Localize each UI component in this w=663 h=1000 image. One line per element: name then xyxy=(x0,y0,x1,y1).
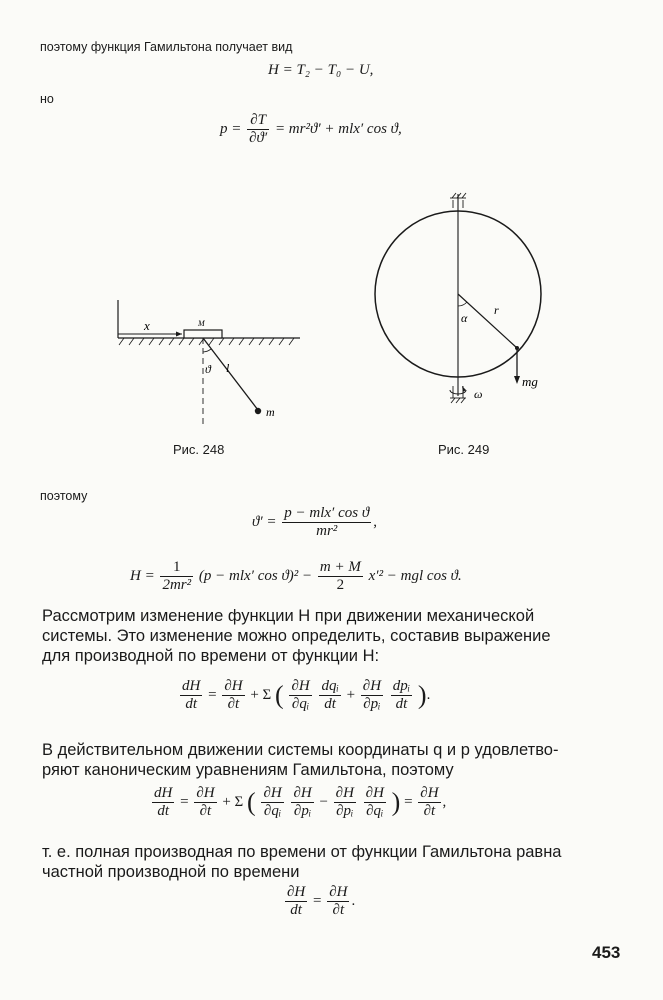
eq6-t xyxy=(194,785,216,820)
eq3-den: mr² xyxy=(316,523,338,539)
eq5-d-num: dpᵢ xyxy=(392,678,411,694)
paragraph-1-line-3: для производной по времени от функции H: xyxy=(42,647,380,665)
eq6-d xyxy=(364,785,386,820)
eq6-lhs-den: dt xyxy=(157,803,169,819)
figure-249 xyxy=(370,190,560,415)
paragraph-1 xyxy=(42,606,622,666)
eq2-fraction xyxy=(247,112,269,147)
equation-theta-dot xyxy=(252,505,377,540)
eq5-plus: + xyxy=(346,686,356,703)
eq6-r-num: ∂H xyxy=(420,785,439,801)
eq6-paren-open: ( xyxy=(247,787,256,817)
eq5-lhs-num: dH xyxy=(182,678,201,694)
fig248-hatching xyxy=(119,338,294,345)
eq6-b-num: ∂H xyxy=(293,785,312,801)
fig248-block xyxy=(184,330,222,338)
eq5-a-num: ∂H xyxy=(291,678,310,694)
eq3-num: p − mlx′ cos ϑ xyxy=(284,505,370,521)
eq7-lhs xyxy=(285,884,307,919)
eq6-r xyxy=(418,785,440,820)
paragraph-3-line-2: частной производной по времени xyxy=(42,863,300,881)
fig249-mg-arrowhead xyxy=(514,376,520,384)
paragraph-2-line-1: В действительном движении системы координаты q и p удовлетво- xyxy=(42,741,559,759)
eq5-b xyxy=(319,678,340,713)
equation-total-derivative xyxy=(178,678,430,713)
eq4-mid: (p − mlx′ cos ϑ)² − xyxy=(198,567,313,584)
paragraph-2-line-2: ряют каноническим уравнениям Гамильтона, поэтому xyxy=(42,761,454,779)
eq6-d-num: ∂H xyxy=(365,785,384,801)
fig249-label-alpha: α xyxy=(461,311,468,325)
figure-248-caption: Рис. 248 xyxy=(173,442,225,457)
eq6-a xyxy=(261,785,283,820)
eq5-paren-open: ( xyxy=(275,680,284,710)
eq4-f2-num: m + M xyxy=(319,559,361,575)
eq4-f1-num: 1 xyxy=(160,559,193,577)
fig248-bob xyxy=(255,408,261,414)
eq2-lhs: p = xyxy=(220,120,242,137)
eq2-rhs: = mr²ϑ′ + mlx′ cos ϑ, xyxy=(274,120,402,137)
fig248-label-l: l xyxy=(226,361,230,375)
eq6-lhs xyxy=(152,785,174,820)
paragraph-1-line-2: системы. Это изменение можно определить, составив выражение xyxy=(42,627,551,645)
eq3-tail: , xyxy=(373,513,377,530)
intro-text: поэтому функция Гамильтона получает вид xyxy=(40,40,293,54)
eq6-a-num: ∂H xyxy=(263,785,282,801)
eq4-fraction-2 xyxy=(318,559,363,594)
eq6-d-den: ∂qᵢ xyxy=(366,803,384,819)
eq7-r xyxy=(327,884,349,919)
fig249-label-omega: ω xyxy=(474,387,483,401)
fig249-bead xyxy=(515,346,519,350)
eq5-d xyxy=(391,678,412,713)
fig248-label-x: x xyxy=(144,318,150,333)
eq3-fraction xyxy=(282,505,371,540)
fig248-rod xyxy=(203,338,258,410)
equation-partial-equals-total xyxy=(283,884,355,919)
fig248-label-M: M xyxy=(198,319,205,328)
eq5-t-num: ∂H xyxy=(224,678,243,694)
eq5-c-den: ∂pᵢ xyxy=(363,696,381,712)
eq4-lhs: H = xyxy=(130,567,155,584)
fig248-label-theta: ϑ xyxy=(205,362,211,376)
paragraph-2 xyxy=(42,740,622,780)
eq6-paren-close: ) xyxy=(391,787,401,817)
paragraph-1-line-1: Рассмотрим изменение функции H при движении механической xyxy=(42,607,535,625)
eq5-a xyxy=(289,678,311,713)
fig249-label-r: r xyxy=(494,303,499,317)
eq4-f1-den: 2mr² xyxy=(162,577,192,593)
eq6-eq: = xyxy=(180,793,189,810)
eq6-t-den: ∂t xyxy=(199,803,212,819)
eq4-fraction-1 xyxy=(160,559,193,594)
eq4-tail: x′² − mgl cos ϑ. xyxy=(368,567,462,584)
eq5-paren-close: ) xyxy=(417,680,427,710)
eq4-f2-den: 2 xyxy=(336,577,345,593)
eq6-minus: − xyxy=(319,793,328,810)
eq5-t xyxy=(222,678,244,713)
eq7-lhs-num: ∂H xyxy=(287,884,306,900)
eq7-tail: . xyxy=(351,892,356,909)
equation-hamiltonian-full xyxy=(130,559,462,594)
figure-248 xyxy=(110,290,300,430)
fig248-x-arrowhead xyxy=(176,332,182,337)
eq6-c xyxy=(334,785,356,820)
eq6-c-num: ∂H xyxy=(335,785,354,801)
text-poetomu: поэтому xyxy=(40,489,88,503)
figure-249-caption: Рис. 249 xyxy=(438,442,490,457)
eq5-b-den: dt xyxy=(324,696,336,712)
page-number: 453 xyxy=(592,943,621,962)
eq5-lhs-den: dt xyxy=(185,696,197,712)
eq5-lhs xyxy=(180,678,202,713)
eq6-tail: , xyxy=(442,793,447,810)
equation-canonical xyxy=(150,785,446,820)
eq7-eq: = xyxy=(313,892,322,909)
fig248-label-m: m xyxy=(266,405,275,419)
paragraph-3 xyxy=(42,842,622,882)
eq5-c-num: ∂H xyxy=(362,678,382,694)
eq2-den: ∂ϑ′ xyxy=(249,130,268,146)
eq6-lhs-num: dH xyxy=(154,785,173,801)
eq5-d-den: dt xyxy=(395,696,408,712)
eq6-plus-sigma: + Σ xyxy=(222,793,244,810)
paragraph-3-line-1: т. е. полная производная по времени от функции Гамильтона равна xyxy=(42,843,562,861)
eq6-a-den: ∂qᵢ xyxy=(263,803,282,819)
eq5-eq: = xyxy=(208,686,217,703)
eq7-lhs-den: dt xyxy=(290,902,302,918)
eq7-r-den: ∂t xyxy=(332,902,345,918)
equation-hamiltonian-def: H = T₂ − T₀ − U, xyxy=(268,62,374,78)
eq5-tail: . xyxy=(426,686,431,703)
eq6-r-den: ∂t xyxy=(423,803,436,819)
fig249-label-mg: mg xyxy=(522,374,538,389)
eq5-b-num: dqᵢ xyxy=(321,678,339,694)
eq6-b-den: ∂pᵢ xyxy=(293,803,312,819)
eq5-c xyxy=(361,678,383,713)
eq2-num: ∂T xyxy=(247,112,269,130)
text-no: но xyxy=(40,92,54,106)
eq3-lhs: ϑ′ = xyxy=(252,513,277,530)
eq6-b xyxy=(291,785,313,820)
fig248-angle-arc xyxy=(203,349,211,352)
eq5-a-den: ∂qᵢ xyxy=(291,696,310,712)
eq6-c-den: ∂pᵢ xyxy=(336,803,354,819)
eq7-r-num: ∂H xyxy=(329,884,348,900)
eq5-t-den: ∂t xyxy=(227,696,240,712)
equation-momentum xyxy=(220,112,402,147)
eq6-t-num: ∂H xyxy=(196,785,215,801)
eq5-plus-sigma: + Σ xyxy=(250,686,272,703)
fig249-angle-arc xyxy=(458,302,467,306)
eq6-eq2: = xyxy=(404,793,413,810)
